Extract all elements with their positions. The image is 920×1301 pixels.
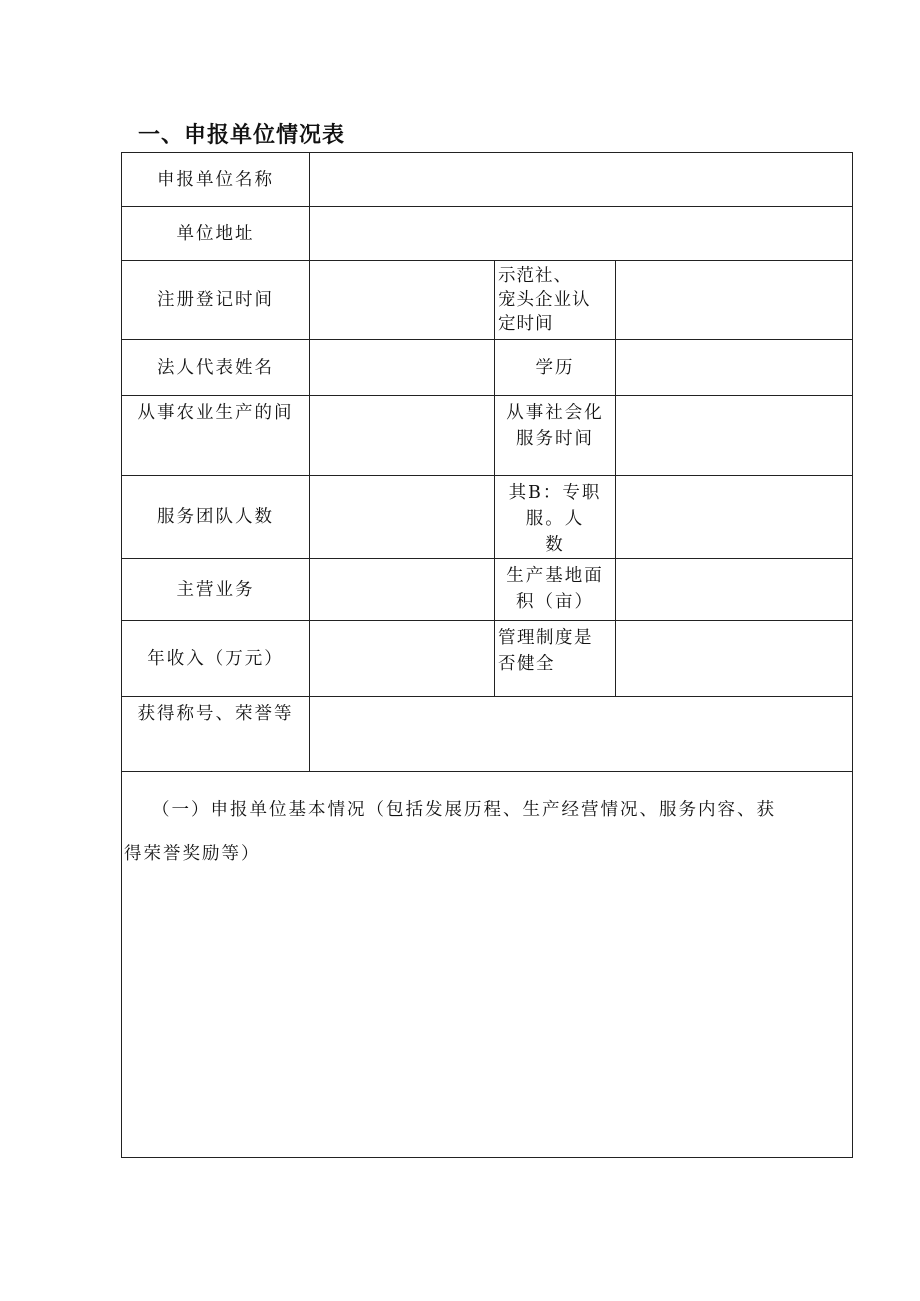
fulltime-label: 其B：专职 服。人 数 [495, 476, 616, 559]
honors-value-cell[interactable] [310, 697, 853, 772]
base-area-label: 生产基地面 积（亩） [495, 559, 616, 621]
main-business-value-cell[interactable] [310, 559, 495, 621]
team-size-value-cell[interactable] [310, 476, 495, 559]
table-row [122, 396, 853, 476]
income-label: 年收入（万元） [122, 621, 310, 697]
service-time-label: 从事社会化 服务时间 [495, 396, 616, 476]
education-value-cell[interactable] [616, 340, 853, 396]
mgmt-label: 管理制度是 否健全 [495, 621, 616, 697]
page-title: 一、申报单位情况表 [138, 123, 346, 148]
table-row [122, 621, 853, 697]
application-form-table [121, 152, 853, 1158]
basic-info-line-1: （一）申报单位基本情况（包括发展历程、生产经营情况、服务内容、获 [152, 800, 776, 820]
table-row [122, 340, 853, 396]
table-row [122, 559, 853, 621]
address-label: 单位地址 [122, 207, 310, 261]
address-value-cell[interactable] [310, 207, 853, 261]
income-value-cell[interactable] [310, 621, 495, 697]
honors-label: 获得称号、荣誉等 [122, 697, 310, 772]
agri-years-label: 从事农业生产的间 [122, 396, 310, 476]
legal-rep-value-cell[interactable] [310, 340, 495, 396]
agri-years-value-cell[interactable] [310, 396, 495, 476]
cert-time-label: 示范社、 宠头企业认 定时间 [495, 261, 616, 340]
education-label: 学历 [495, 340, 616, 396]
team-size-label: 服务团队人数 [122, 476, 310, 559]
base-area-value-cell[interactable] [616, 559, 853, 621]
mgmt-value-cell[interactable] [616, 621, 853, 697]
basic-info-line-2: 得荣誉奖励等） [124, 844, 261, 864]
service-time-value-cell[interactable] [616, 396, 853, 476]
cert-time-value-cell[interactable] [616, 261, 853, 340]
legal-rep-label: 法人代表姓名 [122, 340, 310, 396]
name-value-cell[interactable] [310, 153, 853, 207]
fulltime-value-cell[interactable] [616, 476, 853, 559]
table-row [122, 207, 853, 261]
basic-info-cell[interactable] [122, 772, 853, 1158]
table-row [122, 772, 853, 1158]
table-row [122, 153, 853, 207]
reg-time-value-cell[interactable] [310, 261, 495, 340]
table-row [122, 697, 853, 772]
main-business-label: 主营业务 [122, 559, 310, 621]
table-row [122, 476, 853, 559]
name-label: 申报单位名称 [122, 153, 310, 207]
reg-time-label: 注册登记时间 [122, 261, 310, 340]
table-row [122, 261, 853, 340]
